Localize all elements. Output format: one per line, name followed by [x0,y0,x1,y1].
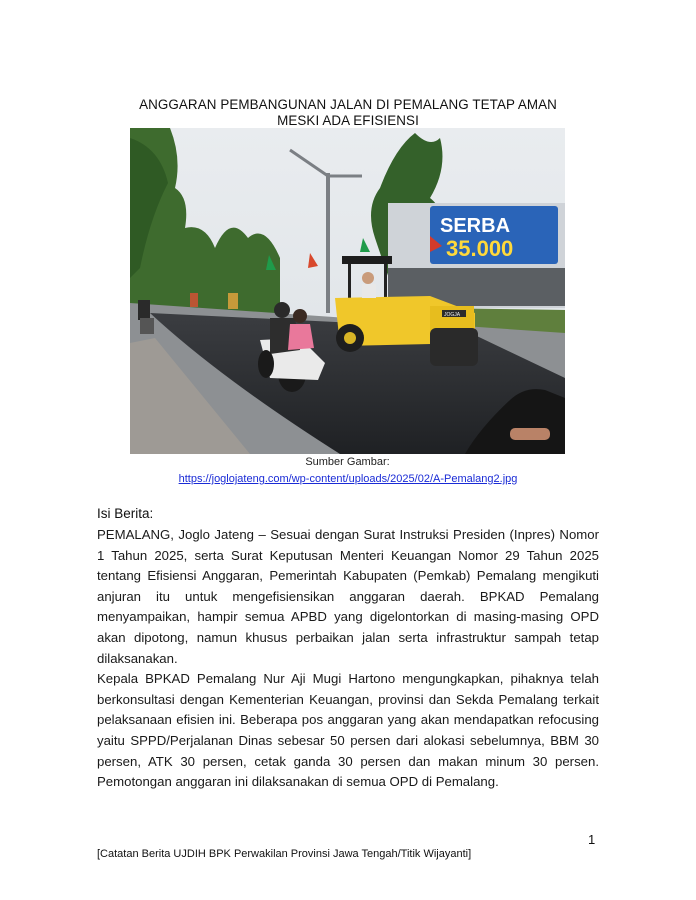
rider-arm [510,428,550,440]
paragraph-2: Kepala BPKAD Pemalang Nur Aji Mugi Hartono mengungkapkan, pihaknya telah berkonsultasi dengan Kementerian Keuangan, provinsi dan Sekda Pemalang terkait pelaksanaan efisien ini. Beberapa pos anggaran yang akan mendapatkan refocusing yaitu SPPD/Perjalanan Dinas sebesar 50 persen dari alokasi sebelumnya, BBM 30 persen, ATK 30 persen, cetak ganda 30 persen dan makan minum 30 persen. Pemotongan anggaran ini dilaksanakan di semua OPD di Pemalang. [97,671,599,790]
photo-caption: Sumber Gambar: [305,456,390,468]
page-number: 1 [588,832,596,847]
news-photo [130,128,565,454]
photo-source-link[interactable]: https://joglojateng.com/wp-content/uploads/2025/02/A-Pemalang2.jpg [178,473,518,485]
section-label: Isi Berita: [97,506,154,521]
article-body [97,525,599,793]
roller-drum [430,328,478,366]
street-light-pole [326,173,330,313]
page-footer: [Catatan Berita UJDIH BPK Perwakilan Provinsi Jawa Tengah/Titik Wijayanti] [97,848,472,860]
paragraph-1: PEMALANG, Joglo Jateng – Sesuai dengan Surat Instruksi Presiden (Inpres) Nomor 1 Tahun 2025, serta Surat Keputusan Menteri Keuangan Nomor 29 Tahun 2025 tentang Efisiensi Anggaran, Pemerintah Kabupaten (Pemkab) Pemalang mengikuti anjuran itu untuk mengefisiensikan anggaran daerah. BPKAD Pemalang menyampaikan, hampir semua APBD yang digelontorkan di masing-masing OPD akan dipotong, namun khusus perbaikan jalan serta infrastruktur sampah tetap dilaksanakan. [97,527,599,666]
store-sign-text-2: 35.000 [446,236,514,261]
roller-plate: JOGJA [444,312,461,318]
article-title-line-2: MESKI ADA EFISIENSI [277,112,419,128]
article-title [110,97,586,128]
article-title-line-1: ANGGARAN PEMBANGUNAN JALAN DI PEMALANG TETAP AMAN [139,97,557,112]
store-sign-text-1: SERBA [440,215,511,237]
